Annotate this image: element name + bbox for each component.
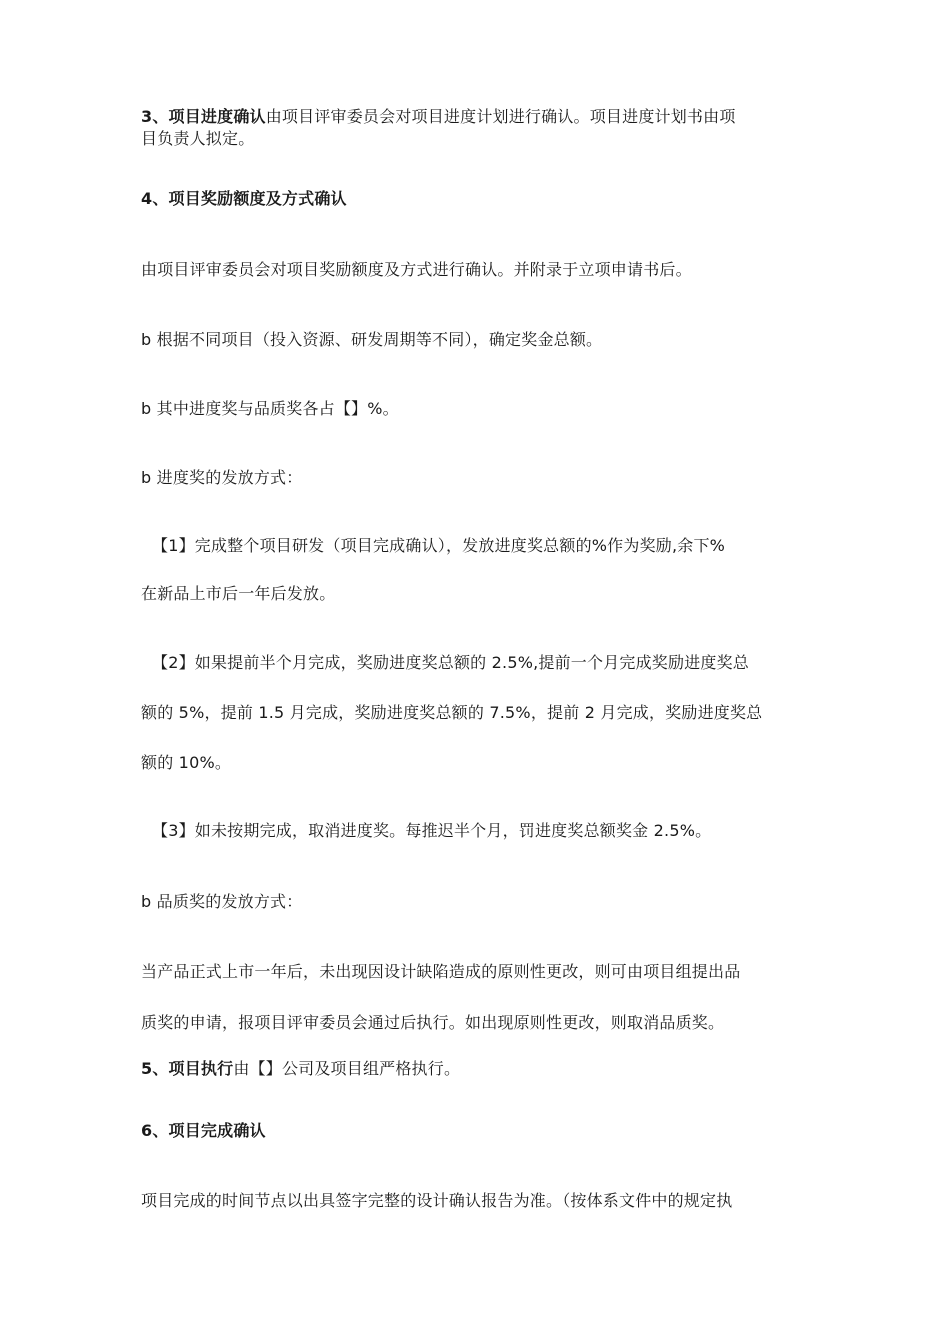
bullet-progress-method: b 进度奖的发放方式：: [141, 468, 303, 487]
section-3-heading: 3、项目进度确认: [141, 107, 266, 126]
section-3-text: 由项目评审委员会对项目进度计划进行确认。项目进度计划书由项: [265, 107, 736, 126]
bullet-total-amount: b 根据不同项目（投入资源、研发周期等不同），确定奖金总额。: [141, 330, 603, 349]
section-4-heading: 4、项目奖励额度及方式确认: [141, 189, 347, 208]
section-5-heading: 5、项目执行: [141, 1059, 234, 1078]
section-5-line: [141, 1058, 813, 1080]
section-6-text: 项目完成的时间节点以出具签字完整的设计确认报告为准。（按体系文件中的规定执: [141, 1191, 733, 1210]
section-6-heading: 6、项目完成确认: [141, 1121, 266, 1140]
section-4-intro: 由项目评审委员会对项目奖励额度及方式进行确认。并附录于立项申请书后。: [141, 260, 692, 279]
progress-item-3: 【3】如未按期完成，取消进度奖。每推迟半个月，罚进度奖总额奖金 2.5%。: [152, 821, 712, 840]
section-3-line-2: 目负责人拟定。: [141, 129, 255, 148]
bullet-split-ratio: b 其中进度奖与品质奖各占【】%。: [141, 399, 399, 418]
progress-item-1-line-1: 【1】完成整个项目研发（项目完成确认），发放进度奖总额的%作为奖励,余下%: [152, 536, 726, 555]
section-5-text: 由【】公司及项目组严格执行。: [233, 1059, 461, 1078]
progress-item-1-line-2: 在新品上市后一年后发放。: [141, 584, 336, 603]
bullet-quality-method: b 品质奖的发放方式：: [141, 892, 303, 911]
section-3-line-1: [141, 106, 813, 128]
quality-line-2: 质奖的申请，报项目评审委员会通过后执行。如出现原则性更改，则取消品质奖。: [141, 1013, 725, 1032]
progress-item-2-line-2: 额的 5%，提前 1.5 月完成，奖励进度奖总额的 7.5%，提前 2 月完成，奖励进度奖总: [141, 703, 763, 722]
progress-item-2-line-3: 额的 10%。: [141, 753, 232, 772]
quality-line-1: 当产品正式上市一年后，未出现因设计缺陷造成的原则性更改，则可由项目组提出品: [141, 962, 741, 981]
progress-item-2-line-1: 【2】如果提前半个月完成，奖励进度奖总额的 2.5%,提前一个月完成奖励进度奖总: [152, 653, 750, 672]
